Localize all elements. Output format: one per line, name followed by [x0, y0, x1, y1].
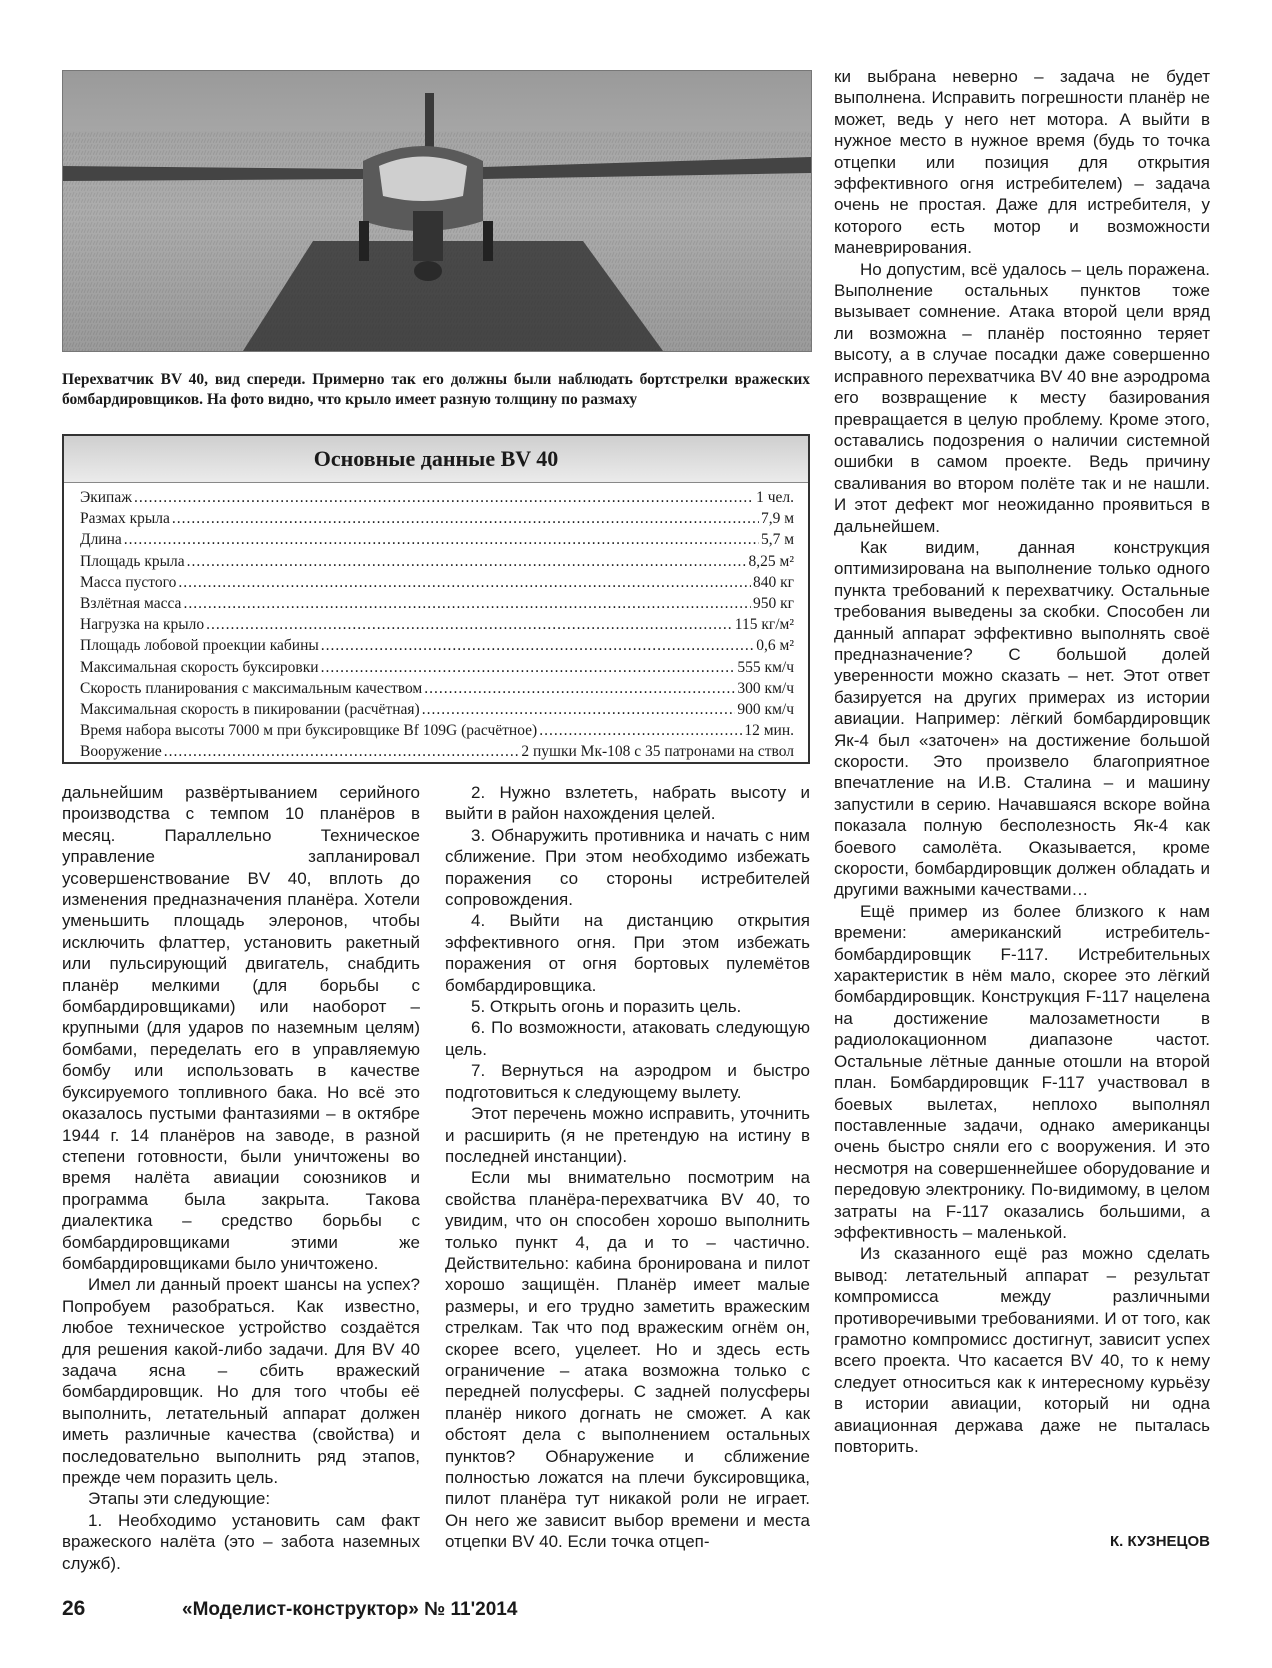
paragraph: Если мы внимательно посмотрим на свойства планёра-перехватчика BV 40, то увидим, что он способен хорошо выполнить только пункт 4, да и то – частично. Действительно: кабина бронирована и пилот хорошо защищён. Планёр имеет малые размеры, и его трудно заметить вражеским стрелкам. Так что под вражеским огнём он, скорее всего, уцелеет. Но и здесь есть ограничение – атака возможна только с передней полусферы. С задней полусферы планёр никого догнать не сможет. А как обстоят дела с выполнением остальных пунктов? Обнаружение и сближение полностью ложатся на плечи буксировщика, пилот планёра тут никакой роли не играет. Он него же зависит выбор времени и места отцепки BV 40. Если точка отцеп-: [445, 1168, 810, 1552]
paragraph: Этот перечень можно исправить, уточнить и расширить (я не претендую на истину в последней инстанции).: [445, 1104, 810, 1166]
spec-value: 900 км/ч: [737, 700, 794, 718]
page-number: 26: [62, 1597, 86, 1620]
paragraph: Имел ли данный проект шансы на успех? Попробуем разобраться. Как известно, любое техническое устройство создаётся для решения какой-либо задачи. Для BV 40 задача ясна – сбить вражеский бомбардировщик. Но для того чтобы её выполнить, летательный аппарат должен иметь различные качества (свойства) и последовательно выполнить ряд этапов, прежде чем поразить цель.: [62, 1275, 420, 1487]
paragraph: 7. Вернуться на аэродром и быстро подготовиться к следующему вылету.: [445, 1061, 810, 1102]
spec-row: [80, 510, 794, 531]
paragraph: 1. Необходимо установить сам факт вражеского налёта (это – забота наземных служб).: [62, 1510, 420, 1573]
spec-label: Площадь лобовой проекции кабины: [80, 637, 319, 655]
spec-label: Нагрузка на крыло: [80, 616, 205, 634]
spec-value: 555 км/ч: [737, 658, 794, 676]
spec-value: 8,25 м²: [748, 552, 794, 570]
spec-label: Экипаж: [80, 489, 132, 506]
text-column-2: [445, 782, 810, 1553]
spec-row: [80, 616, 794, 637]
spec-value: 7,9 м: [760, 510, 794, 528]
spec-value: 115 кг/м²: [734, 616, 794, 634]
paragraph: 5. Открыть огонь и поразить цель.: [471, 997, 742, 1017]
paragraph: Но допустим, всё удалось – цель поражена. Выполнение остальных пунктов тоже вызывает сомнение. Атака второй цели вряд ли возможна – планёр постоянно теряет высоту, а в случае посадки даже совершенно исправного перехватчика BV 40 вне аэродрома его возвращение к месту базирования превращается в целую проблему. Кроме этого, оставались подозрения о наличии системной ошибки в самом проекте. Ведь причину сваливания во втором полёте так и не нашли. И этот дефект мог неожиданно проявиться в дальнейшем.: [834, 259, 1211, 536]
spec-value: 840 кг: [752, 573, 794, 591]
spec-value: 1 чел.: [756, 489, 794, 506]
paragraph: дальнейшим развёртыванием серийного производства с темпом 10 планёров в месяц. Параллельно Техническое управление запланировал усовершенствование BV 40, вплоть до изменения предназначения планёра. Хотели уменьшить площадь элеронов, чтобы исключить флаттер, установить ракетный или пульсирующий двигатель, снабдить планёр мелкими (для борьбы с бомбардировщиками) или наоборот – крупными (для ударов по наземным целям) бомбами, переделать его в управляемую бомбу или использовать в качестве буксируемого топливного бака. Но всё это оказалось пустыми фантазиями – в октябре 1944 г. 14 планёров на заводе, в разной степени готовности, были уничтожены во время налёта авиации союзников и программа была закрыта. Такова диалектика – средство борьбы с бомбардировщиками этими же бомбардировщиками было уничтожено.: [62, 783, 420, 1273]
paragraph: Этапы эти следующие:: [88, 1489, 271, 1509]
paragraph: 3. Обнаружить противника и начать с ним сближение. При этом необходимо избежать поражения со стороны истребителей сопровождения.: [445, 825, 810, 910]
paragraph: 4. Выйти на дистанцию открытия эффективного огня. При этом избежать поражения от огня бортовых пулемётов бомбардировщика.: [445, 911, 810, 995]
paragraph: Из сказанного ещё раз можно сделать вывод: летательный аппарат – результат компромисса между различными противоречивыми требованиями. И от того, как грамотно компромисс достигнут, зависит успех всего проекта. Что касается BV 40, то к нему следует относиться как к интересному курьёзу в истории авиации, который ни одна авиационная держава даже не пыталась повторить.: [834, 1244, 1210, 1456]
paragraph: ки выбрана неверно – задача не будет выполнена. Исправить погрешности планёр не может, ведь у него нет мотора. А выйти в нужное место в нужное время (будь то точка отцепки или позиция для открытия эффективного огня истребителем) – задача очень не простая. Даже для истребителя, у которого есть мотор и возможности маневрирования.: [834, 67, 1210, 258]
spec-value: 0,6 м²: [756, 637, 794, 655]
spec-label: Скорость планирования с максимальным качеством: [80, 679, 423, 697]
spec-value: 5,7 м: [760, 531, 794, 549]
magazine-title: «Моделист-конструктор» № 11'2014: [182, 1599, 518, 1620]
spec-row: [80, 701, 794, 722]
spec-value: 950 кг: [752, 594, 794, 612]
specs-table: [62, 434, 810, 764]
spec-label: Взлётная масса: [80, 594, 182, 612]
spec-value: 300 км/ч: [737, 679, 794, 697]
paragraph: 6. По возможности, атаковать следующую цель.: [445, 1018, 810, 1059]
spec-row: [80, 637, 794, 658]
paragraph: Ещё пример из более близкого к нам времени: американский истребитель-бомбардировщик F-117. Истребительных характеристик в нём мало, скорее это лёгкий бомбардировщик. Конструкция F-117 нацелена на достижение малозаметности в радиолокационном диапазоне частот. Остальные лётные данные отошли на второй план. Бомбардировщик F-117 участвовал в боевых вылетах, неплохо выполнял поставленные задачи, однако американцы очень быстро сняли его с вооружения. И это несмотря на совершеннейшее оборудование и передовую электронику. По-видимому, в целом затраты на F-117 оказались большими, а эффективность – маленькой.: [834, 901, 1210, 1242]
paragraph: Как видим, данная конструкция оптимизирована на выполнение только одного пункта требований к перехватчику. Остальные требования выведены за скобки. Способен ли данный аппарат эффективно выполнять своё предназначение? С большой долей уверенности можно сказать – нет. Этот ответ базируется на других примерах из истории авиации. Например: лёгкий бомбардировщик Як-4 был «заточен» на достижение большой скорости. Это произвело благоприятное впечатление на И.В. Сталина – и машину запустили в серию. Начавшаяся вскоре война показала полную бесполезность Як-4 как боевого самолёта. Оказывается, кроме скорости, бомбардировщик должен обладать и другими важными качествами…: [834, 537, 1210, 900]
spec-row: [80, 531, 794, 552]
author-signature: К. КУЗНЕЦОВ: [1109, 1533, 1210, 1550]
spec-row: [80, 595, 794, 616]
spec-row: [80, 743, 794, 764]
spec-label: Площадь крыла: [80, 552, 185, 570]
spec-row: [80, 722, 794, 743]
spec-label: Максимальная скорость в пикировании (расчётная): [80, 700, 420, 718]
specs-list: [64, 483, 808, 764]
spec-value: 2 пушки Мк-108 с 35 патронами на ствол: [521, 743, 794, 761]
specs-title: Основные данные BV 40: [64, 436, 808, 483]
spec-label: Размах крыла: [80, 510, 170, 528]
paragraph: 2. Нужно взлететь, набрать высоту и выйти в район нахождения целей.: [445, 783, 810, 824]
spec-label: Вооружение: [80, 743, 162, 761]
spec-row: [80, 680, 794, 701]
photo-caption: Перехватчик BV 40, вид спереди. Примерно так его должны были наблюдать бортстрелки вражеских бомбардировщиков. На фото видно, что крыло имеет разную толщину по размаху: [62, 371, 810, 408]
text-column-3: [834, 66, 1210, 1457]
spec-value: 12 мин.: [744, 722, 794, 740]
spec-row: [80, 553, 794, 574]
spec-label: Масса пустого: [80, 573, 177, 591]
spec-label: Максимальная скорость буксировки: [80, 658, 319, 676]
spec-row: [80, 574, 794, 595]
text-column-1: [62, 782, 420, 1574]
spec-row: [80, 659, 794, 680]
spec-label: Время набора высоты 7000 м при буксировщике Bf 109G (расчётное): [80, 722, 538, 740]
glider-photo: [62, 70, 812, 352]
spec-row: [80, 489, 794, 510]
spec-label: Длина: [80, 531, 122, 549]
glider-photo-image: [63, 71, 811, 351]
